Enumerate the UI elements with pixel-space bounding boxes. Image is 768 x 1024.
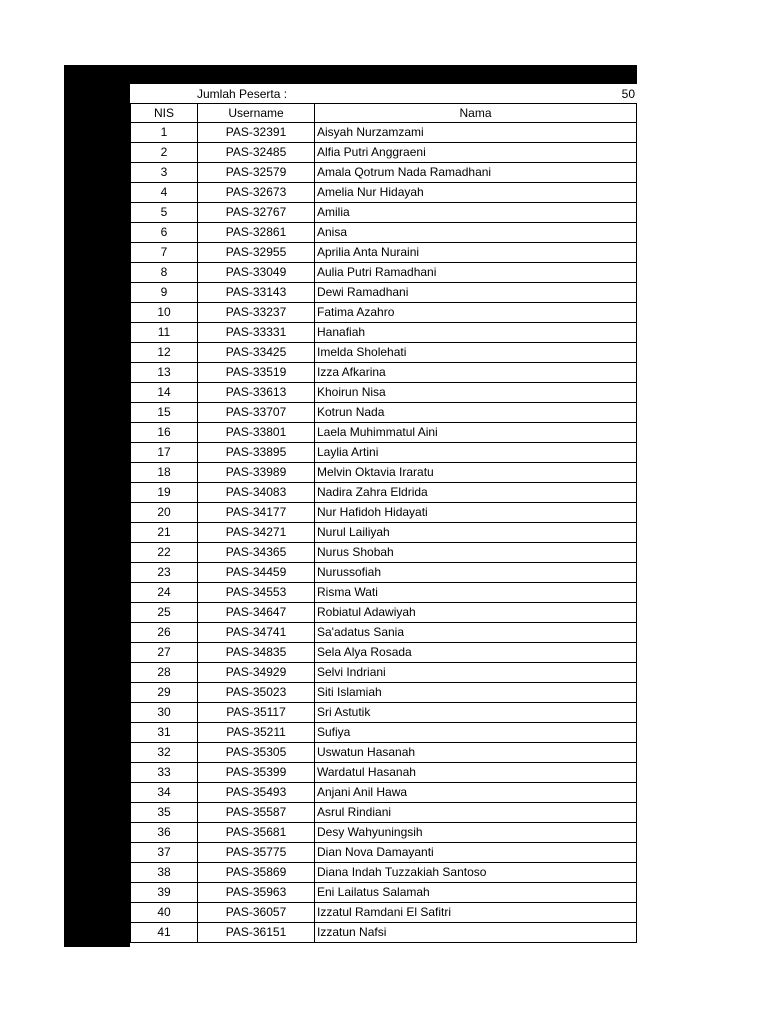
- cell-nis: 14: [131, 383, 198, 403]
- table-row: [131, 443, 637, 463]
- cell-nama: Imelda Sholehati: [315, 343, 637, 363]
- cell-nama: Anisa: [315, 223, 637, 243]
- participant-table: [130, 103, 637, 943]
- cell-username: PAS-34929: [198, 663, 315, 683]
- table-row: [131, 783, 637, 803]
- cell-username: PAS-35869: [198, 863, 315, 883]
- cell-username: PAS-33613: [198, 383, 315, 403]
- cell-nama: Izzatun Nafsi: [315, 923, 637, 943]
- cell-nis: 6: [131, 223, 198, 243]
- cell-nis: 37: [131, 843, 198, 863]
- cell-nis: 9: [131, 283, 198, 303]
- table-row: [131, 543, 637, 563]
- cell-nama: Aprilia Anta Nuraini: [315, 243, 637, 263]
- table-row: [131, 343, 637, 363]
- cell-nama: Nurul Lailiyah: [315, 523, 637, 543]
- cell-nama: Selvi Indriani: [315, 663, 637, 683]
- table-row: [131, 583, 637, 603]
- cell-username: PAS-32485: [198, 143, 315, 163]
- cell-username: PAS-33707: [198, 403, 315, 423]
- table-row: [131, 483, 637, 503]
- cell-username: PAS-32579: [198, 163, 315, 183]
- table-row: [131, 263, 637, 283]
- cell-nama: Amala Qotrum Nada Ramadhani: [315, 163, 637, 183]
- cell-username: PAS-35587: [198, 803, 315, 823]
- cell-nis: 18: [131, 463, 198, 483]
- cell-nis: 8: [131, 263, 198, 283]
- cell-nis: 15: [131, 403, 198, 423]
- cell-nama: Laela Muhimmatul Aini: [315, 423, 637, 443]
- cell-nama: Izzatul Ramdani El Safitri: [315, 903, 637, 923]
- table-row: [131, 303, 637, 323]
- cell-nis: 39: [131, 883, 198, 903]
- table-row: [131, 323, 637, 343]
- table-row: [131, 763, 637, 783]
- table-row: [131, 463, 637, 483]
- table-row: [131, 163, 637, 183]
- table-body: [131, 123, 637, 943]
- table-row: [131, 743, 637, 763]
- cell-username: PAS-35399: [198, 763, 315, 783]
- cell-nama: Aulia Putri Ramadhani: [315, 263, 637, 283]
- cell-nis: 19: [131, 483, 198, 503]
- cell-nama: Fatima Azahro: [315, 303, 637, 323]
- cell-nis: 27: [131, 643, 198, 663]
- header-username: Username: [198, 104, 315, 123]
- table-row: [131, 523, 637, 543]
- cell-username: PAS-34083: [198, 483, 315, 503]
- cell-username: PAS-35211: [198, 723, 315, 743]
- cell-nama: Melvin Oktavia Iraratu: [315, 463, 637, 483]
- cell-nama: Dian Nova Damayanti: [315, 843, 637, 863]
- cell-username: PAS-34271: [198, 523, 315, 543]
- cell-username: PAS-33143: [198, 283, 315, 303]
- table-header-row: [131, 104, 637, 123]
- table-row: [131, 143, 637, 163]
- cell-nama: Anjani Anil Hawa: [315, 783, 637, 803]
- cell-username: PAS-34459: [198, 563, 315, 583]
- table-row: [131, 643, 637, 663]
- cell-username: PAS-34553: [198, 583, 315, 603]
- cell-nama: Wardatul Hasanah: [315, 763, 637, 783]
- cell-username: PAS-33237: [198, 303, 315, 323]
- participant-count-value: 50: [621, 87, 635, 101]
- cell-nama: Robiatul Adawiyah: [315, 603, 637, 623]
- cell-username: PAS-34741: [198, 623, 315, 643]
- cell-nama: Sri Astutik: [315, 703, 637, 723]
- cell-nis: 20: [131, 503, 198, 523]
- cell-username: PAS-35493: [198, 783, 315, 803]
- cell-nama: Alfia Putri Anggraeni: [315, 143, 637, 163]
- left-black-column: [64, 65, 130, 947]
- table-row: [131, 723, 637, 743]
- cell-nama: Desy Wahyuningsih: [315, 823, 637, 843]
- cell-username: PAS-32767: [198, 203, 315, 223]
- table-row: [131, 623, 637, 643]
- cell-nis: 36: [131, 823, 198, 843]
- table-row: [131, 663, 637, 683]
- cell-nis: 1: [131, 123, 198, 143]
- cell-nis: 5: [131, 203, 198, 223]
- cell-username: PAS-33895: [198, 443, 315, 463]
- cell-nis: 10: [131, 303, 198, 323]
- cell-username: PAS-35775: [198, 843, 315, 863]
- cell-nis: 24: [131, 583, 198, 603]
- cell-username: PAS-35681: [198, 823, 315, 843]
- cell-nis: 23: [131, 563, 198, 583]
- table-row: [131, 683, 637, 703]
- cell-nama: Asrul Rindiani: [315, 803, 637, 823]
- header-black-bar: [64, 65, 637, 84]
- header-nama: Nama: [315, 104, 637, 123]
- cell-nama: Nadira Zahra Eldrida: [315, 483, 637, 503]
- cell-nama: Sufiya: [315, 723, 637, 743]
- cell-nama: Amilia: [315, 203, 637, 223]
- table-row: [131, 883, 637, 903]
- cell-nama: Sela Alya Rosada: [315, 643, 637, 663]
- cell-nama: Amelia Nur Hidayah: [315, 183, 637, 203]
- cell-nama: Hanafiah: [315, 323, 637, 343]
- cell-username: PAS-33801: [198, 423, 315, 443]
- cell-nis: 3: [131, 163, 198, 183]
- cell-nis: 34: [131, 783, 198, 803]
- cell-nis: 26: [131, 623, 198, 643]
- table-row: [131, 923, 637, 943]
- cell-nama: Khoirun Nisa: [315, 383, 637, 403]
- cell-username: PAS-32861: [198, 223, 315, 243]
- cell-nama: Uswatun Hasanah: [315, 743, 637, 763]
- cell-username: PAS-32391: [198, 123, 315, 143]
- table-row: [131, 703, 637, 723]
- table-row: [131, 563, 637, 583]
- cell-nis: 38: [131, 863, 198, 883]
- cell-nama: Kotrun Nada: [315, 403, 637, 423]
- cell-nama: Nur Hafidoh Hidayati: [315, 503, 637, 523]
- cell-username: PAS-34177: [198, 503, 315, 523]
- table-row: [131, 383, 637, 403]
- cell-nama: Risma Wati: [315, 583, 637, 603]
- cell-nis: 31: [131, 723, 198, 743]
- table-row: [131, 863, 637, 883]
- cell-username: PAS-35023: [198, 683, 315, 703]
- cell-nama: Nurus Shobah: [315, 543, 637, 563]
- cell-username: PAS-33049: [198, 263, 315, 283]
- table-row: [131, 903, 637, 923]
- table-row: [131, 283, 637, 303]
- cell-username: PAS-36057: [198, 903, 315, 923]
- cell-nis: 35: [131, 803, 198, 823]
- cell-nis: 40: [131, 903, 198, 923]
- cell-username: PAS-35963: [198, 883, 315, 903]
- cell-nama: Izza Afkarina: [315, 363, 637, 383]
- cell-nis: 22: [131, 543, 198, 563]
- cell-nama: Dewi Ramadhani: [315, 283, 637, 303]
- cell-nis: 2: [131, 143, 198, 163]
- cell-nama: Sa'adatus Sania: [315, 623, 637, 643]
- cell-nis: 17: [131, 443, 198, 463]
- table-row: [131, 603, 637, 623]
- cell-nis: 4: [131, 183, 198, 203]
- cell-nis: 16: [131, 423, 198, 443]
- cell-nis: 32: [131, 743, 198, 763]
- cell-nis: 41: [131, 923, 198, 943]
- table-row: [131, 803, 637, 823]
- cell-nis: 13: [131, 363, 198, 383]
- cell-nama: Eni Lailatus Salamah: [315, 883, 637, 903]
- cell-username: PAS-32673: [198, 183, 315, 203]
- cell-username: PAS-36151: [198, 923, 315, 943]
- table-row: [131, 503, 637, 523]
- table-row: [131, 363, 637, 383]
- table-row: [131, 423, 637, 443]
- cell-username: PAS-33425: [198, 343, 315, 363]
- cell-username: PAS-35305: [198, 743, 315, 763]
- cell-nama: Siti Islamiah: [315, 683, 637, 703]
- cell-nis: 12: [131, 343, 198, 363]
- cell-nis: 21: [131, 523, 198, 543]
- cell-username: PAS-33519: [198, 363, 315, 383]
- participant-count-label: Jumlah Peserta :: [197, 87, 288, 101]
- cell-username: PAS-35117: [198, 703, 315, 723]
- header-nis: NIS: [131, 104, 198, 123]
- cell-username: PAS-34365: [198, 543, 315, 563]
- table-row: [131, 203, 637, 223]
- table-row: [131, 223, 637, 243]
- table-row: [131, 823, 637, 843]
- cell-username: PAS-34647: [198, 603, 315, 623]
- participant-count-row: [130, 86, 637, 103]
- cell-nis: 29: [131, 683, 198, 703]
- cell-nis: 30: [131, 703, 198, 723]
- table-row: [131, 183, 637, 203]
- cell-nama: Diana Indah Tuzzakiah Santoso: [315, 863, 637, 883]
- table-row: [131, 243, 637, 263]
- cell-nis: 11: [131, 323, 198, 343]
- table-row: [131, 123, 637, 143]
- cell-nis: 33: [131, 763, 198, 783]
- cell-username: PAS-32955: [198, 243, 315, 263]
- table-row: [131, 843, 637, 863]
- cell-nis: 25: [131, 603, 198, 623]
- cell-nama: Laylia Artini: [315, 443, 637, 463]
- cell-nis: 28: [131, 663, 198, 683]
- cell-username: PAS-34835: [198, 643, 315, 663]
- cell-username: PAS-33989: [198, 463, 315, 483]
- table-row: [131, 403, 637, 423]
- cell-nis: 7: [131, 243, 198, 263]
- cell-nama: Nurussofiah: [315, 563, 637, 583]
- cell-username: PAS-33331: [198, 323, 315, 343]
- cell-nama: Aisyah Nurzamzami: [315, 123, 637, 143]
